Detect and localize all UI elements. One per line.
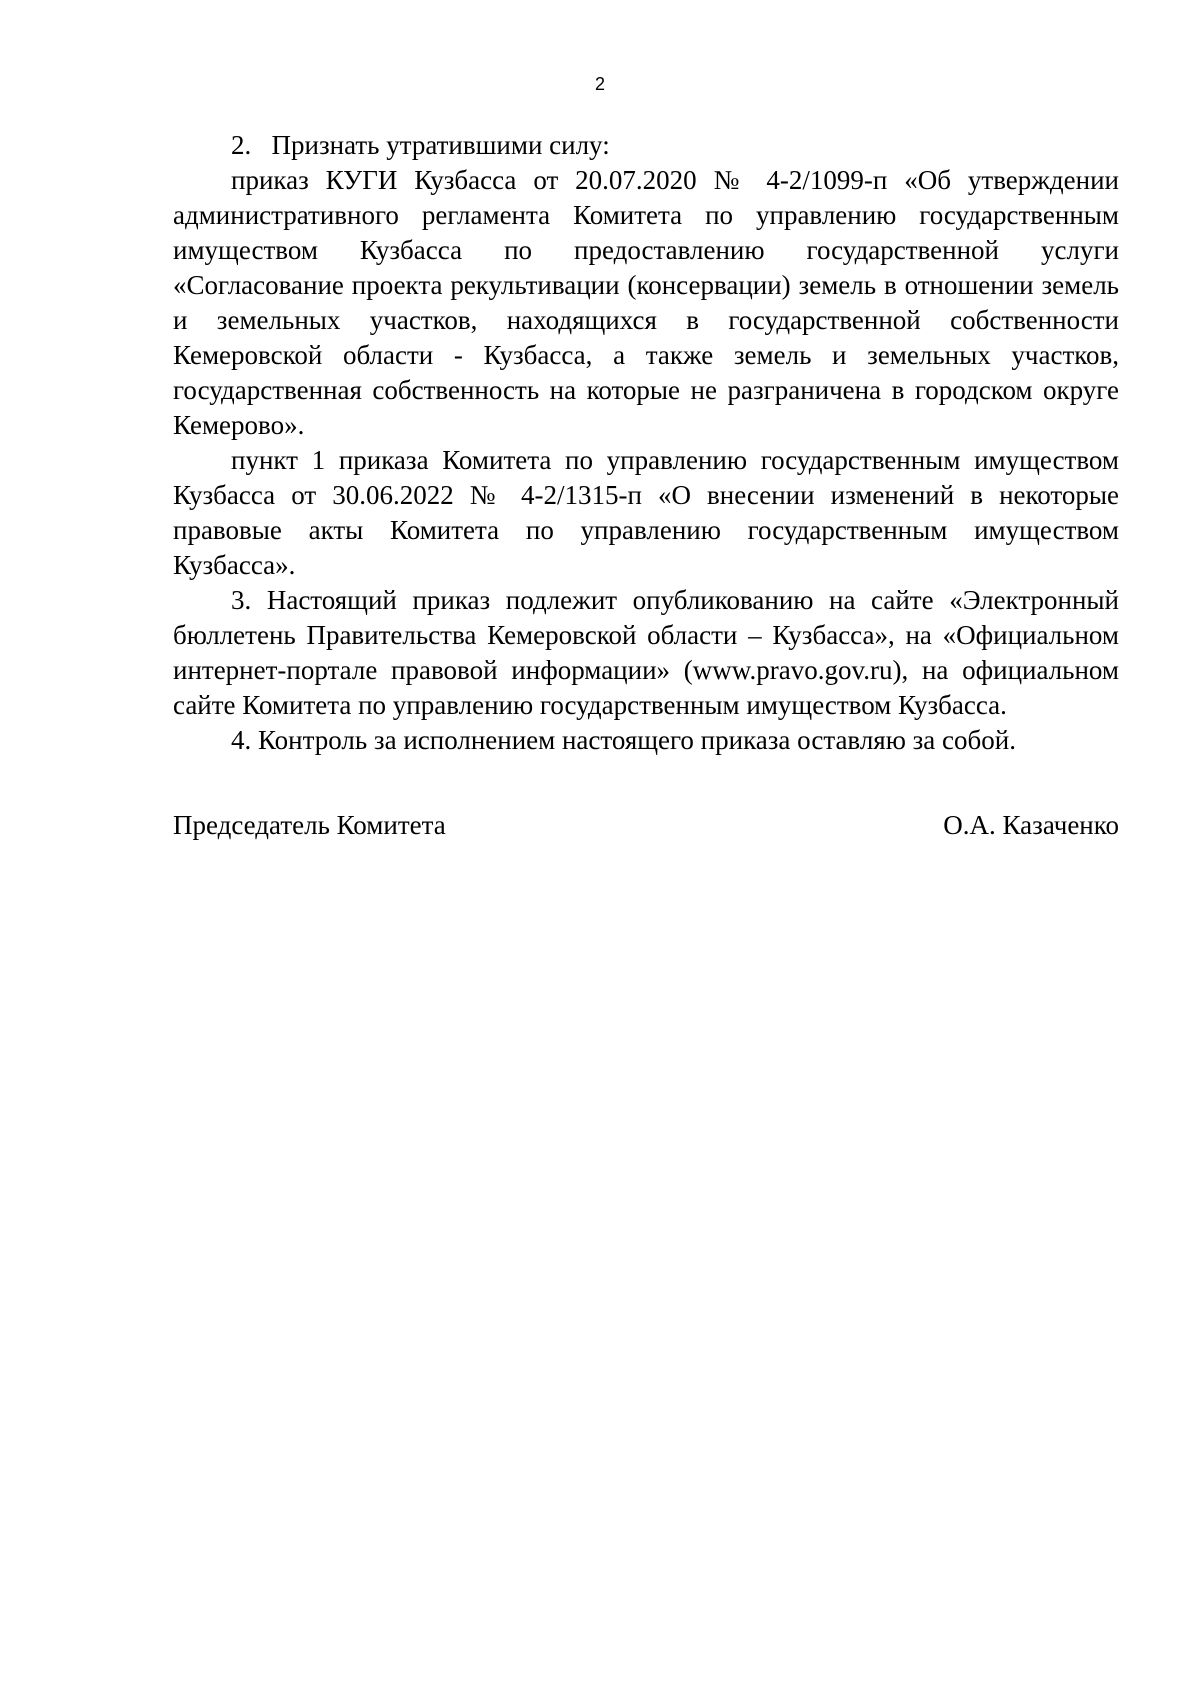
paragraph-item-4-control: 4. Контроль за исполнением настоящего приказа оставляю за собой. (231, 725, 1016, 755)
paragraph-item-2-heading: 2. Признать утратившими силу: (231, 130, 610, 160)
signatory-name: О.А. Казаченко (943, 810, 1119, 840)
document-body (173, 128, 1119, 758)
signature-block (173, 808, 1119, 843)
signatory-position: Председатель Комитета (173, 810, 446, 840)
page-number: 2 (594, 74, 605, 94)
paragraph-repealed-clause-1: пункт 1 приказа Комитета по управлению государственным имуществом Кузбасса от 30.06.2022 № 4-2/1315-п «О внесении изменений в некоторые правовые акты Комитета по управлению государственным имуществом Кузбасса». (173, 445, 1119, 580)
paragraph-repealed-order-kugi: приказ КУГИ Кузбасса от 20.07.2020 № 4-2/1099-п «Об утверждении административного регламента Комитета по управлению государственным имуществом Кузбасса по предоставлению государственной услуги «Согласование проекта рекультивации (консервации) земель в отношении земель и земельных участков, находящихся в государственной собственности Кемеровской области - Кузбасса, а также земель и земельных участков, государственная собственность на которые не разграничена в городском округе Кемерово». (173, 165, 1119, 440)
paragraph-item-3-publication: 3. Настоящий приказ подлежит опубликованию на сайте «Электронный бюллетень Правительства Кемеровской области – Кузбасса», на «Официальном интернет-портале правовой информации» (www.pravo.gov.ru), на официальном сайте Комитета по управлению государственным имуществом Кузбасса. (173, 585, 1119, 720)
